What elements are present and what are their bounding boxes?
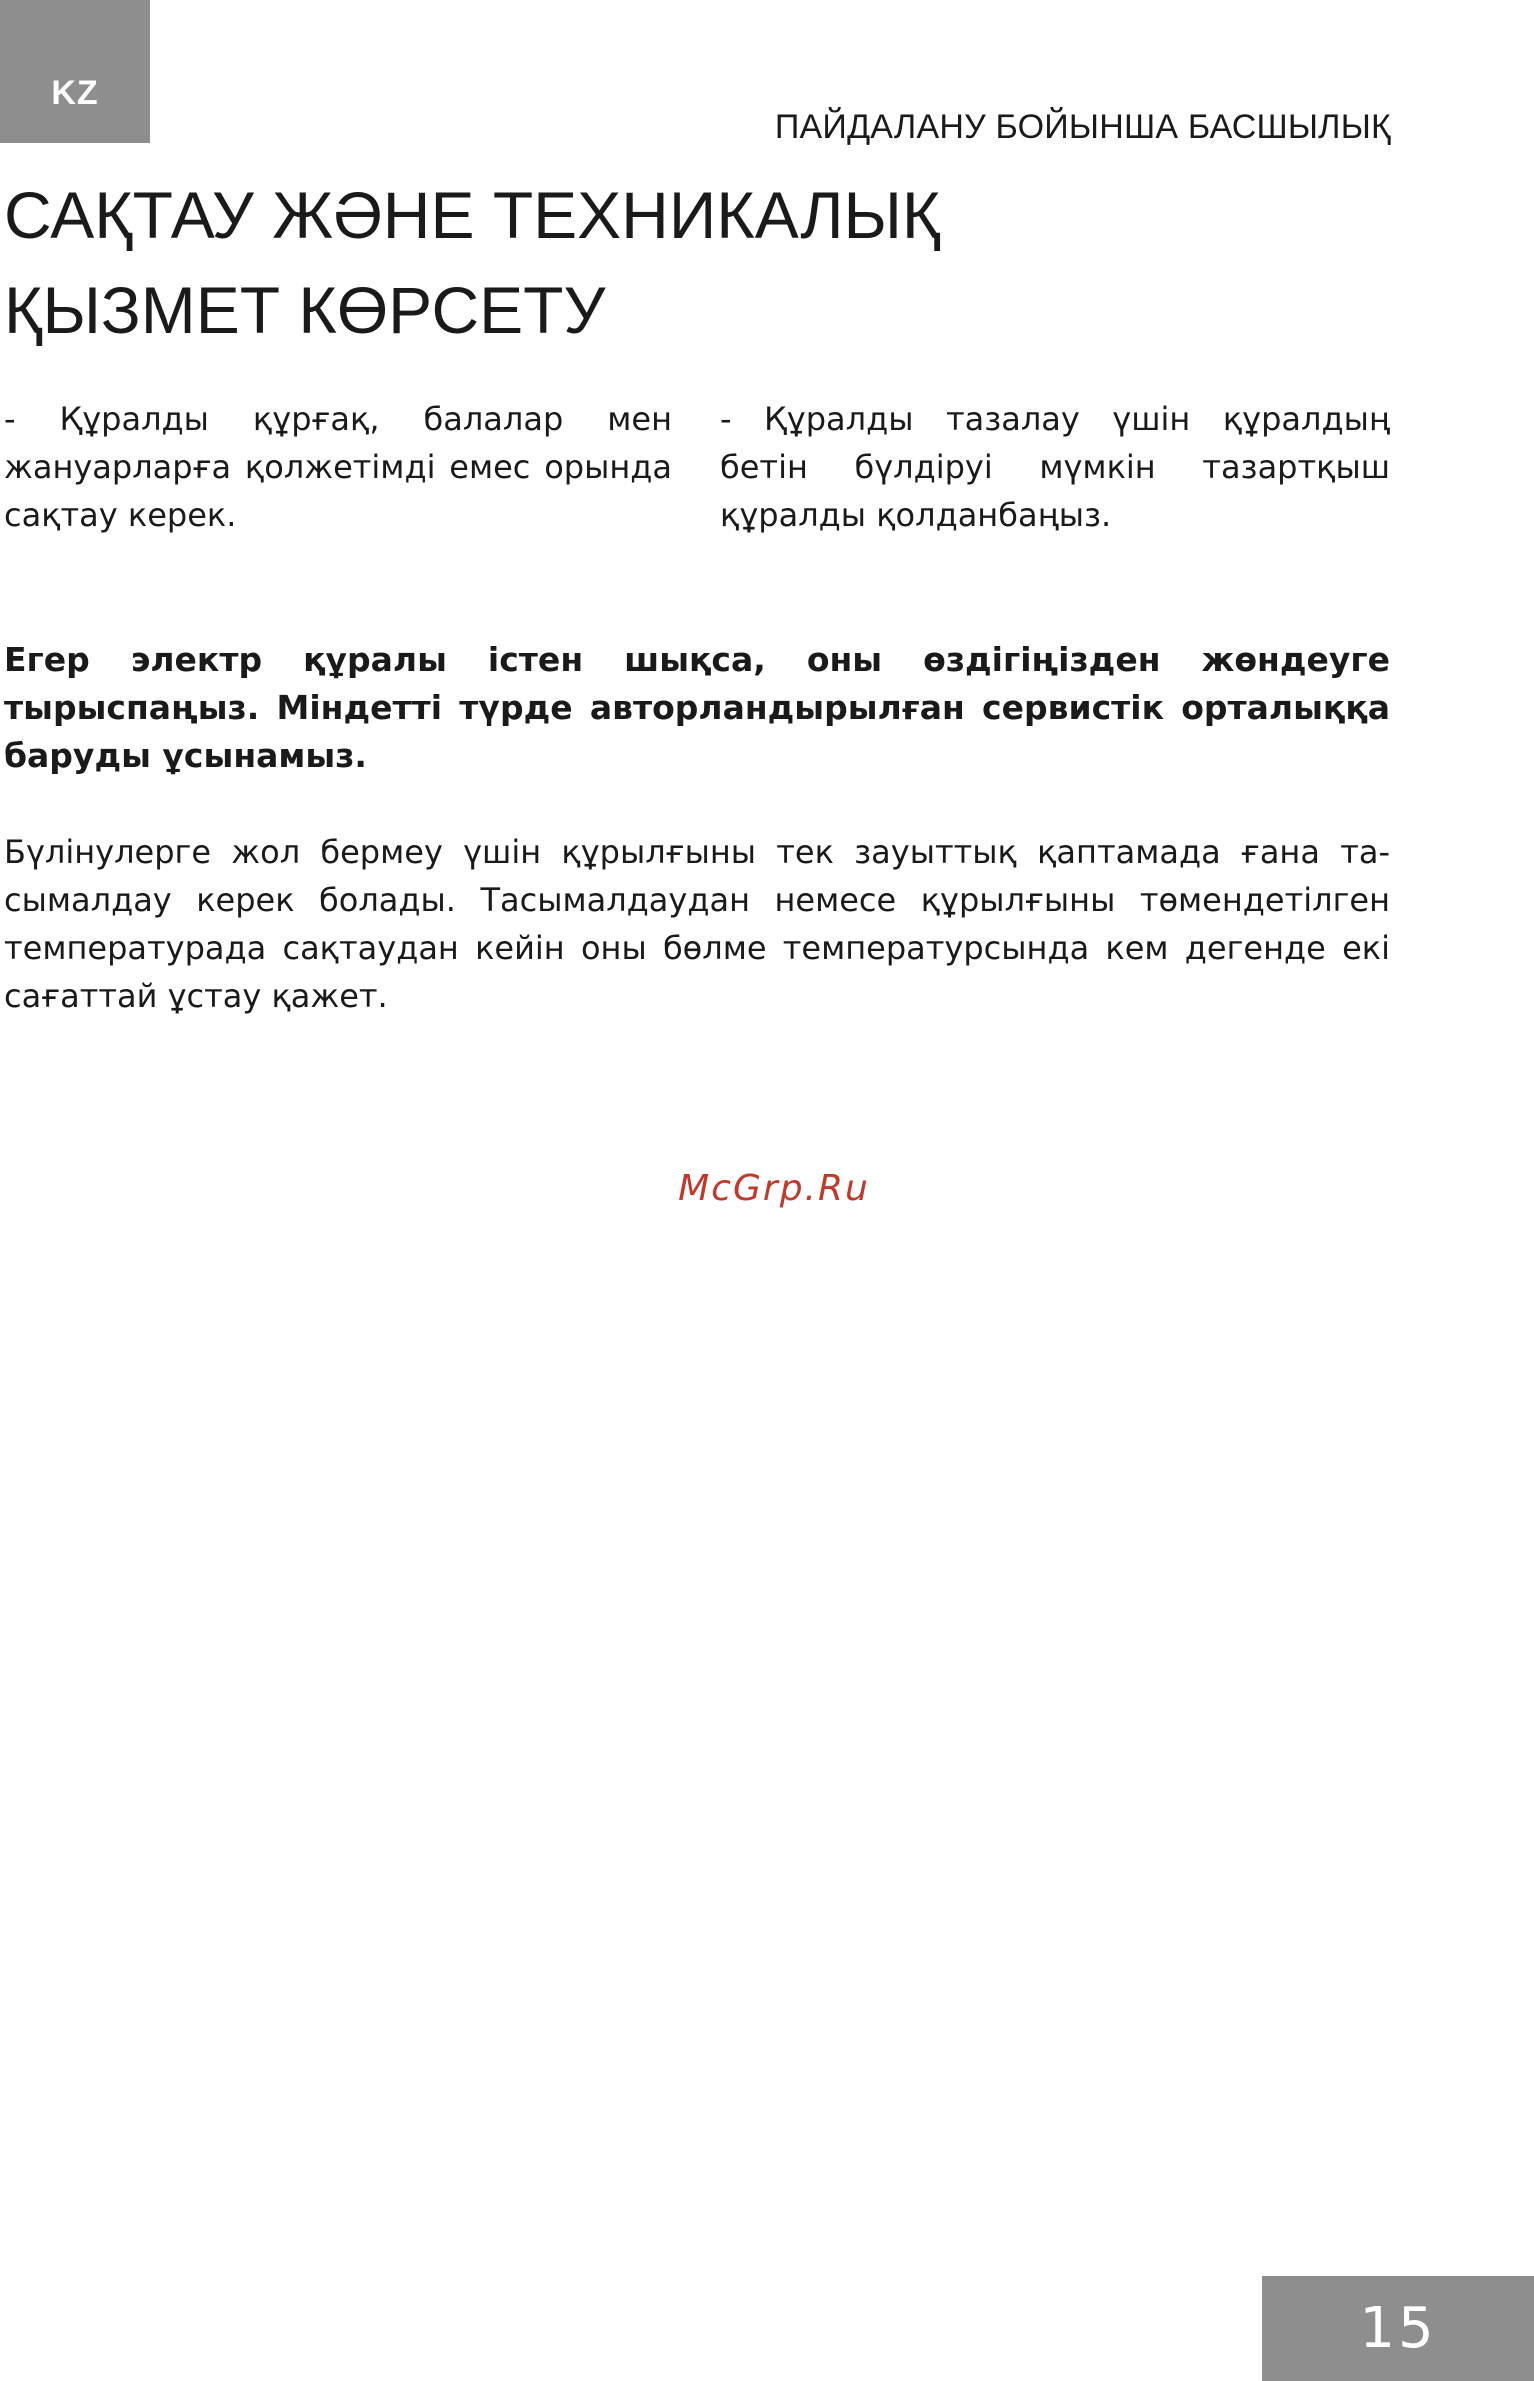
transport-paragraph-line-4: сағаттай ұстау қажет. [4, 977, 388, 1015]
repair-warning-line-2: тырыспаңыз. Міндетті түрде авторландырылған сервистік орталыққа [4, 688, 1390, 727]
cleaning-instruction-right: - Құралды тазалау үшін құралдың бетін бүлдіруі мүмкін тазартқыш құралды қолданбаңыз. [720, 400, 1390, 534]
page-number-box [1262, 2276, 1534, 2381]
transport-paragraph-line-1: Бүлінулерге жол бермеу үшін құрылғыны тек зауыттық қаптамада ғана та- [4, 833, 1390, 871]
transport-paragraph-line-3: температурада сақтаудан кейін оны бөлме температурсында кем дегенде екі [4, 929, 1390, 967]
repair-warning-line-1: Егер электр құралы істен шықса, оны өздігіңізден жөндеуге [4, 640, 1390, 679]
transport-paragraph-line-2: сымалдау керек болады. Тасымалдаудан немесе құрылғыны төмендетілген [4, 881, 1390, 919]
page-number: 15 [1359, 2296, 1437, 2361]
language-badge [0, 0, 150, 143]
manual-header-title: ПАЙДАЛАНУ БОЙЫНША БАСШЫЛЫҚ [774, 108, 1391, 146]
transport-paragraph [4, 828, 1390, 1020]
page-title-line-1: САҚТАУ ЖӘНЕ ТЕХНИКАЛЫҚ [4, 178, 941, 252]
repair-warning [4, 636, 1390, 780]
page-title [4, 168, 1304, 358]
watermark: McGrp.Ru [678, 1168, 870, 1209]
storage-instruction-left: - Құралды құрғақ, балалар мен жануарларға қолжетімді емес орында сақтау керек. [4, 400, 672, 534]
page-title-line-2: ҚЫЗМЕТ КӨРСЕТУ [4, 273, 606, 347]
language-code: KZ [51, 74, 99, 112]
repair-warning-line-3: баруды ұсынамыз. [4, 736, 367, 775]
